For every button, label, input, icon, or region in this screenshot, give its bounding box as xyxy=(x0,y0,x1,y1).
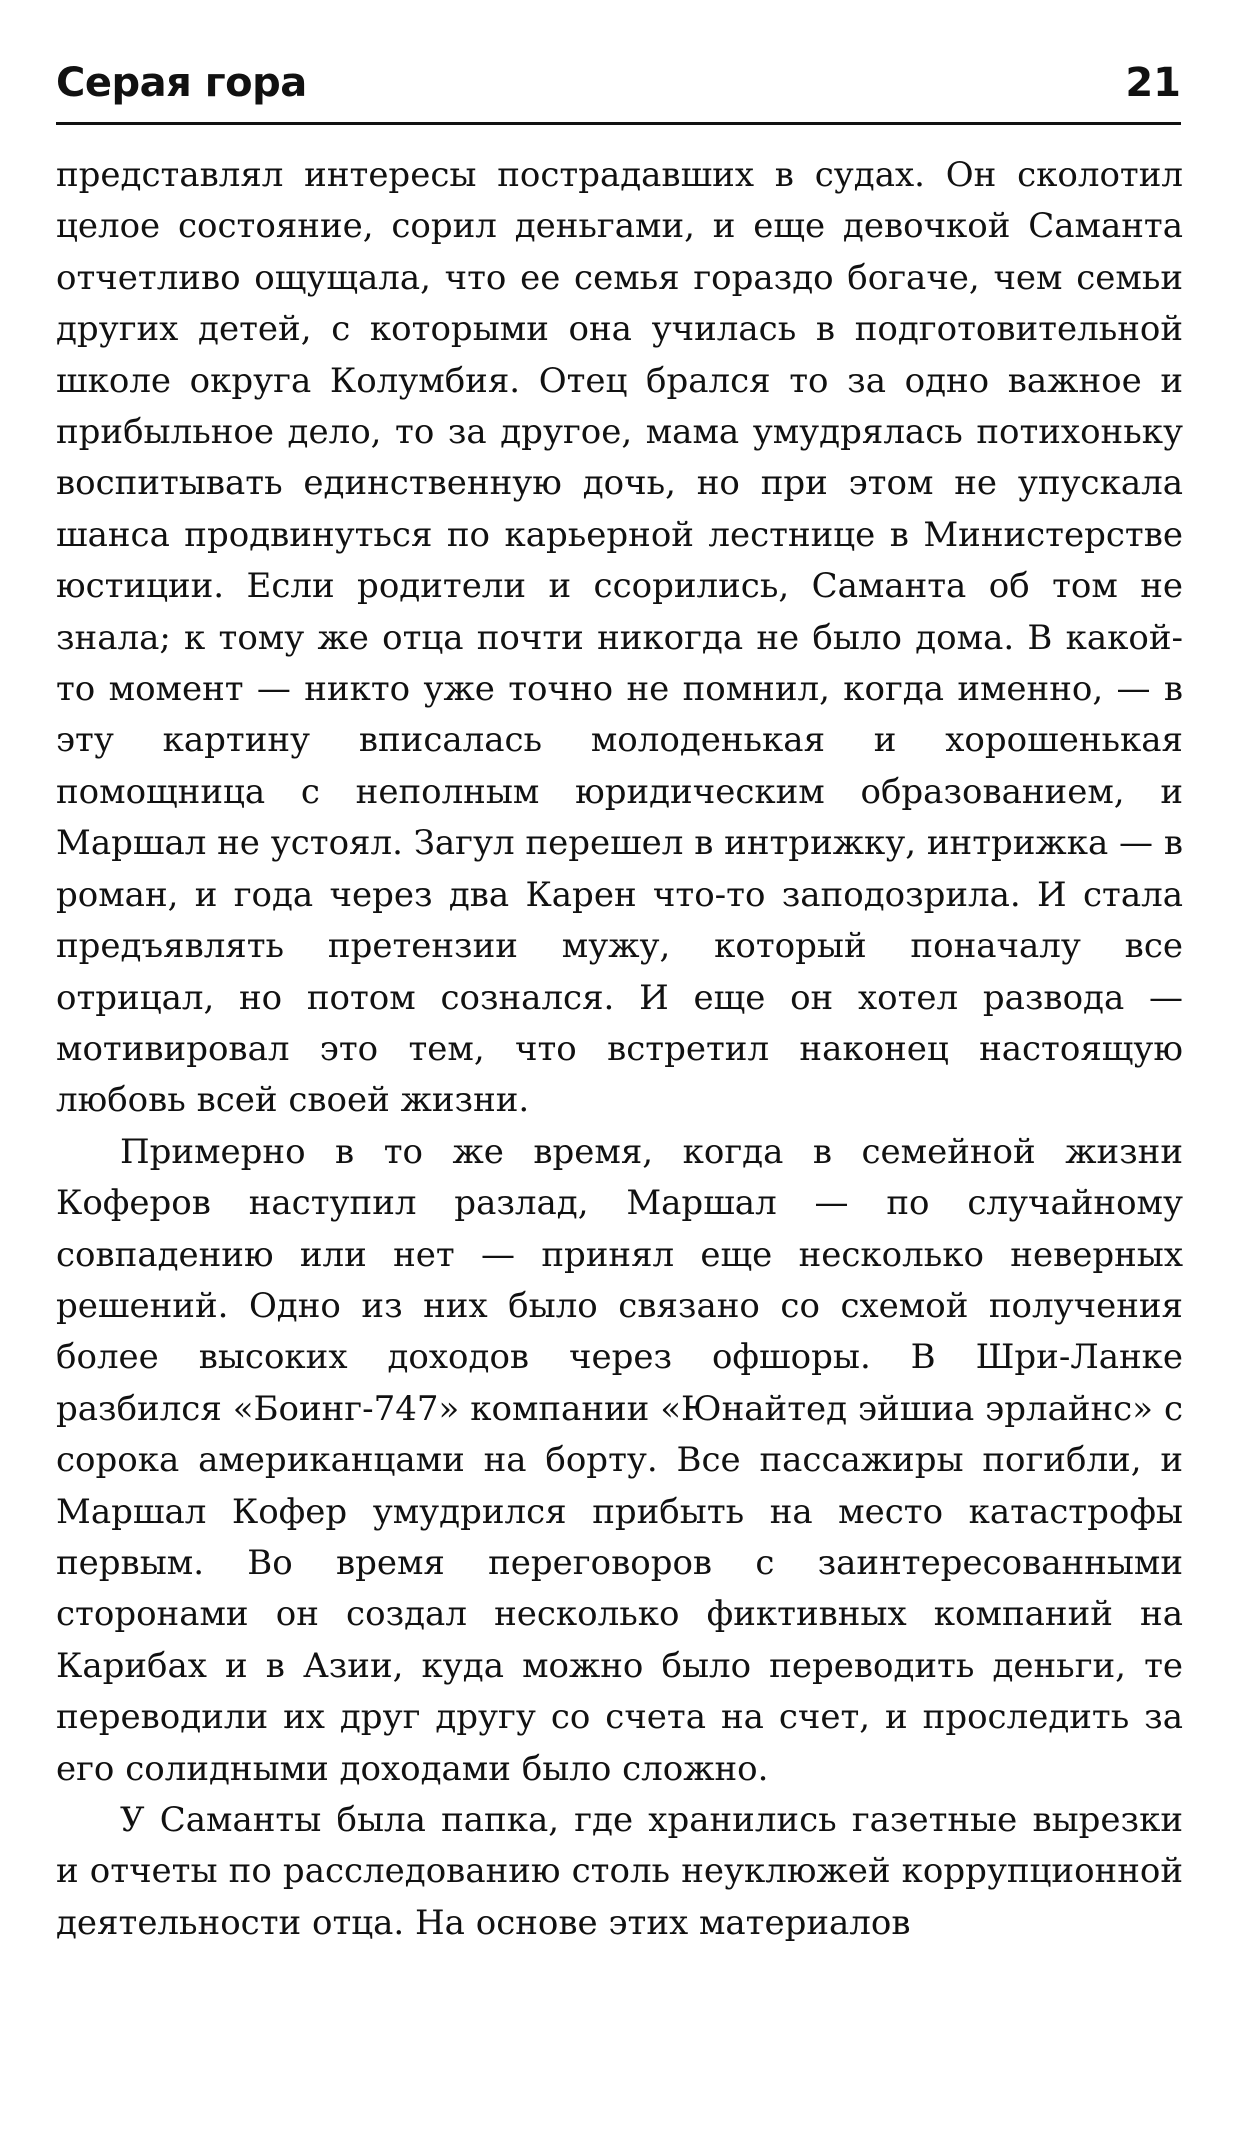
running-header xyxy=(56,50,1181,120)
header-rule xyxy=(56,122,1181,125)
paragraph-1: представлял интересы пострадавших в судах. Он сколотил целое состояние, сорил деньгами, и еще девочкой Саманта отчетливо ощущала, что ее семья гораздо богаче, чем семьи других детей, с которыми она училась в подготовительной школе округа Колумбия. Отец брался то за одно важное и прибыльное дело, то за другое, мама умудрялась потихоньку воспитывать единственную дочь, но при этом не упускала шанса продвинуться по карьерной лестнице в Министерстве юстиции. Если родители и ссорились, Саманта об том не знала; к тому же отца почти никогда не было дома. В какой-то момент — никто уже точно не помнил, когда именно, — в эту картину вписалась молоденькая и хорошенькая помощница с неполным юридическим образованием, и Маршал не устоял. Загул перешел в интрижку, интрижка — в роман, и года через два Карен что-то заподозрила. И стала предъявлять претензии мужу, который поначалу все отрицал, но потом сознался. И еще он хотел развода — мотивировал это тем, что встретил наконец настоящую любовь всей своей жизни. xyxy=(56,155,1183,1121)
page-number: 21 xyxy=(1125,60,1181,106)
paragraph-3: У Саманты была папка, где хранились газетные вырезки и отчеты по расследованию столь неуклюжей коррупционной деятельности отца. На основе этих материалов xyxy=(56,1800,1183,1943)
paragraph-2: Примерно в то же время, когда в семейной жизни Коферов наступил разлад, Маршал — по случайному совпадению или нет — принял еще несколько неверных решений. Одно из них было связано со схемой получения более высоких доходов через офшоры. В Шри-Ланке разбился «Боинг-747» компании «Юнайтед эйшиа эрлайнс» с сорока американцами на борту. Все пассажиры погибли, и Маршал Кофер умудрился прибыть на место катастрофы первым. Во время переговоров с заинтересованными сторонами он создал несколько фиктивных компаний на Карибах и в Азии, куда можно было переводить деньги, те переводили их друг другу со счета на счет, и проследить за его солидными доходами было сложно. xyxy=(56,1131,1183,1789)
body-text xyxy=(56,150,1183,1949)
running-title: Серая гора xyxy=(56,60,307,106)
